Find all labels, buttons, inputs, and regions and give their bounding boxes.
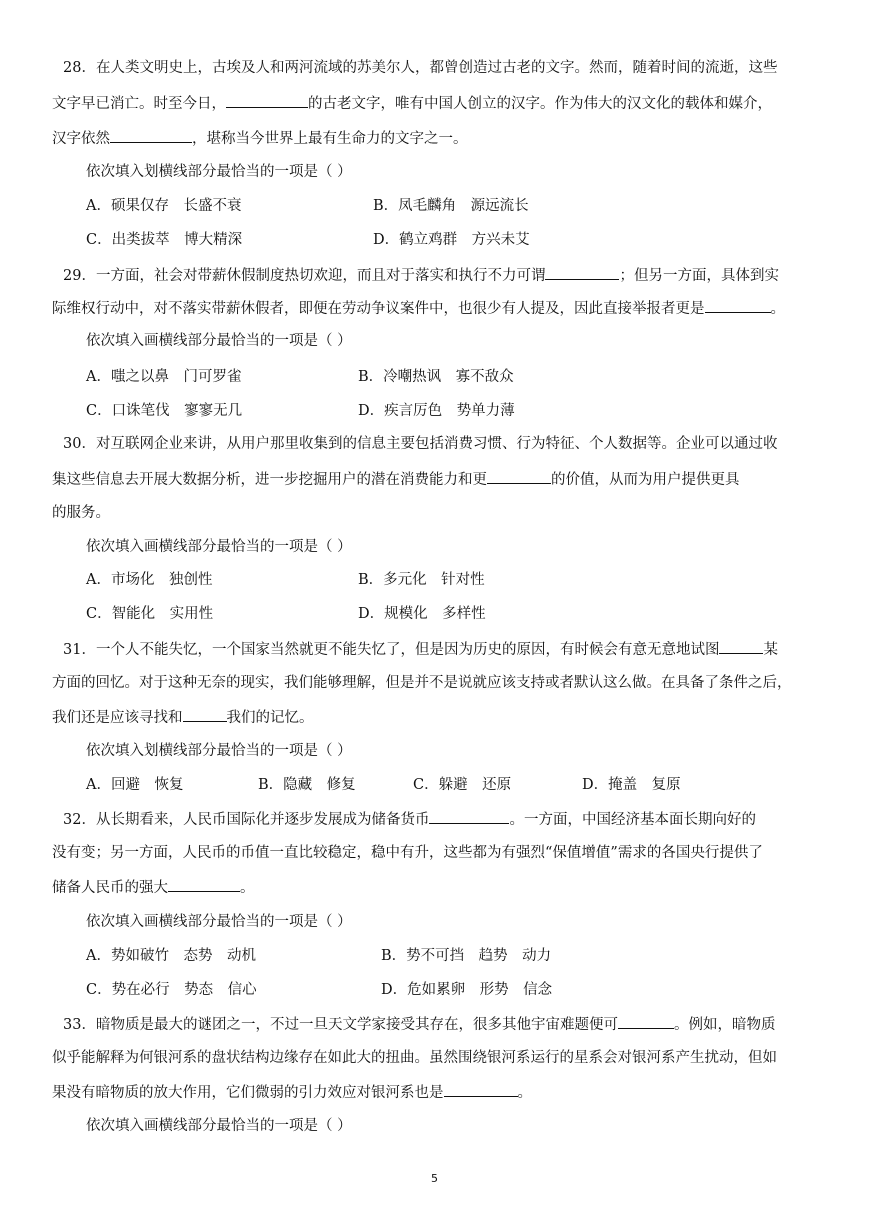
question-29-line-1: 29．一方面，社会对带薪休假制度热切欢迎，而且对于落实和执行不力可谓 ；但另一方面，具体到实 (63, 265, 779, 286)
question-32-option-d: D．危如累卵 形势 信念 (381, 982, 553, 998)
question-32-option-a: A．势如破竹 态势 动机 (86, 948, 256, 964)
question-30-option-c: C．智能化 实用性 (86, 606, 214, 622)
question-28-line-1: 28．在人类文明史上，古埃及人和两河流域的苏美尔人，都曾创造过古老的文字。然而，随着时间的流逝，这些 (63, 60, 778, 76)
fill-blank (226, 93, 308, 108)
question-32-line-1: 32．从长期看来，人民币国际化并逐步发展成为储备货币 。一方面，中国经济基本面长期向好的 (63, 809, 756, 830)
fill-blank (183, 707, 227, 722)
question-30-line-1: 30．对互联网企业来讲，从用户那里收集到的信息主要包括消费习惯、行为特征、个人数据等。企业可以通过收 (63, 436, 778, 452)
question-30-line-2: 集这些信息去开展大数据分析，进一步挖掘用户的潜在消费能力和更 的价值，从而为用户提供更具 (52, 469, 740, 490)
question-30-prompt: 依次填入画横线部分最恰当的一项是（ ） (86, 539, 352, 555)
question-31-option-c: C．躲避 还原 (413, 777, 512, 793)
fill-blank (168, 877, 240, 892)
question-31-line-1: 31．一个人不能失忆，一个国家当然就更不能失忆了，但是因为历史的原因，有时候会有意无意地试图 某 (63, 639, 778, 660)
question-32-option-b: B．势不可挡 趋势 动力 (381, 948, 552, 964)
question-30-option-a: A．市场化 独创性 (86, 572, 213, 588)
question-31-option-b: B．隐藏 修复 (258, 777, 356, 793)
question-31-option-d: D．掩盖 复原 (582, 777, 681, 793)
question-29-option-d: D．疾言厉色 势单力薄 (358, 403, 515, 419)
question-31-option-a: A．回避 恢复 (86, 777, 184, 793)
fill-blank (110, 128, 192, 143)
fill-blank (719, 639, 763, 654)
question-28-option-a: A．硕果仅存 长盛不衰 (86, 198, 242, 214)
question-29-prompt: 依次填入画横线部分最恰当的一项是（ ） (86, 333, 352, 349)
question-30-option-b: B．多元化 针对性 (358, 572, 485, 588)
question-33-line-3: 果没有暗物质的放大作用，它们微弱的引力效应对银河系也是 。 (52, 1082, 532, 1103)
question-30-option-d: D．规模化 多样性 (358, 606, 486, 622)
question-29-option-b: B．冷嘲热讽 寡不敌众 (358, 369, 514, 385)
question-29-line-2: 际维权行动中，对不落实带薪休假者，即便在劳动争议案件中，也很少有人提及，因此直接举报者更是 。 (52, 298, 785, 319)
question-32-prompt: 依次填入画横线部分最恰当的一项是（ ） (86, 914, 352, 930)
question-32-option-c: C．势在必行 势态 信心 (86, 982, 257, 998)
question-28-line-3: 汉字依然 ，堪称当今世界上最有生命力的文字之一。 (52, 128, 468, 149)
fill-blank (545, 265, 619, 280)
question-29-option-c: C．口诛笔伐 寥寥无几 (86, 403, 243, 419)
question-28-option-b: B．凤毛麟角 源远流长 (373, 198, 529, 214)
question-28-option-d: D．鹤立鸡群 方兴未艾 (373, 232, 530, 248)
question-31-line-3: 我们还是应该寻找和 我们的记忆。 (52, 707, 314, 728)
question-32-line-2: 没有变；另一方面，人民币的币值一直比较稳定，稳中有升，这些都为有强烈“保值增值”需求的各国央行提供了 (52, 845, 763, 861)
question-30-line-3: 的服务。 (52, 505, 110, 521)
question-32-line-3: 储备人民币的强大 。 (52, 877, 255, 898)
question-28-option-c: C．出类拔萃 博大精深 (86, 232, 243, 248)
page-number: 5 (431, 1172, 438, 1185)
question-33-prompt: 依次填入画横线部分最恰当的一项是（ ） (86, 1118, 352, 1134)
question-31-prompt: 依次填入划横线部分最恰当的一项是（ ） (86, 743, 352, 759)
fill-blank (444, 1082, 518, 1097)
question-28-line-2: 文字早已消亡。时至今日， 的古老文字，唯有中国人创立的汉字。作为伟大的汉文化的载体和媒介， (52, 93, 772, 114)
question-29-option-a: A．嗤之以鼻 门可罗雀 (86, 369, 242, 385)
fill-blank (705, 298, 771, 313)
fill-blank (487, 469, 551, 484)
question-31-line-2: 方面的回忆。对于这种无奈的现实，我们能够理解，但是并不是说就应该支持或者默认这么做。在具备了条件之后， (52, 675, 792, 691)
fill-blank (618, 1014, 674, 1029)
question-33-line-2: 似乎能解释为何银河系的盘状结构边缘存在如此大的扭曲。虽然围绕银河系运行的星系会对银河系产生扰动，但如 (52, 1050, 777, 1066)
fill-blank (429, 809, 509, 824)
question-33-line-1: 33．暗物质是最大的谜团之一，不过一旦天文学家接受其存在，很多其他宇宙难题便可 。例如，暗物质 (63, 1014, 775, 1035)
question-28-prompt: 依次填入划横线部分最恰当的一项是（ ） (86, 164, 352, 180)
